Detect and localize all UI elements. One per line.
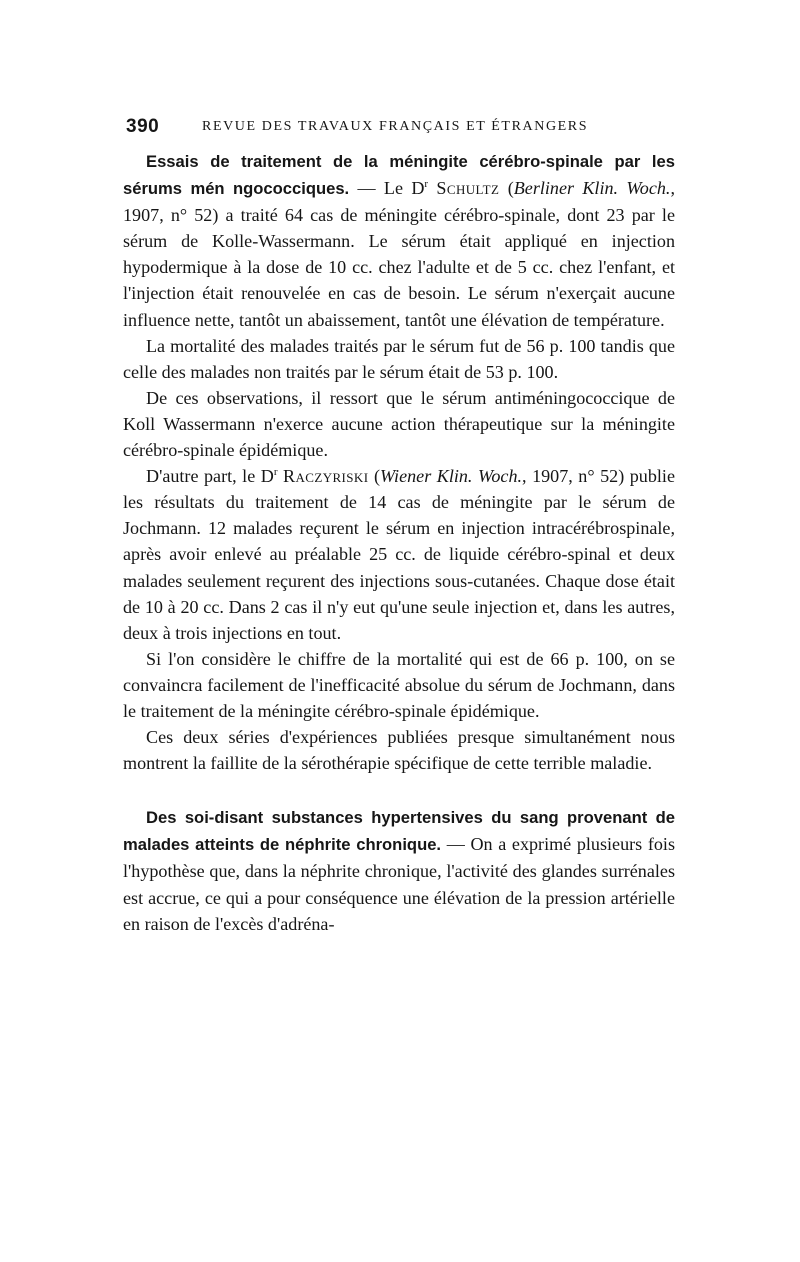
author-schultz: Schultz — [436, 178, 500, 199]
ref-open: ( — [499, 178, 514, 199]
journal-wiener: Wiener Klin. Woch. — [379, 466, 523, 487]
section-1-paragraph-4 — [123, 463, 675, 646]
page-header — [126, 116, 686, 140]
section-1-paragraph-6: Ces deux séries d'expériences publiées presque simultanément nous montrent la faillite de la sérothérapie spécifique de cette terrible maladie. — [123, 727, 675, 774]
section-1-paragraph-1 — [123, 148, 675, 333]
article-body — [123, 148, 675, 937]
section-2-title: Des soi-disant substances hypertensives du sang provenant de malades atteints de néphrite chronique. — [123, 808, 675, 855]
section-1-paragraph-2: La mortalité des malades traités par le sérum fut de 56 p. 100 tandis que celle des malades non traités par le sérum était de 53 p. 100. — [123, 335, 675, 382]
page-number: 390 — [126, 116, 160, 137]
ref-open-2: ( — [368, 466, 380, 487]
section-1-paragraph-3: De ces observations, il ressort que le sérum antiméningococcique de Koll Wassermann n'exerce aucune action thérapeutique sur la méningite cérébro-spinale épidémique. — [123, 387, 675, 461]
paragraph-4-start: D'autre part, le D — [146, 466, 274, 487]
running-head: REVUE DES TRAVAUX FRANÇAIS ET ÉTRANGERS — [202, 119, 589, 134]
section-1-text: , 1907, n° 52) a traité 64 cas de méningite cérébro-spinale, dont 23 par le sérum de Kolle-Wassermann. Le sérum était appliqué en injection hypodermique à la dose de 10 cc. chez l'adulte et de 5 cc. chez l'enfant, et l'injection était renouvelée en cas de besoin. Le sérum n'exerçait aucune influence nette, tantôt un abaissement, tantôt une élévation de température. — [123, 178, 675, 330]
journal-berliner: Berliner Klin. Woch. — [513, 178, 671, 199]
section-2-text: — On a exprimé plusieurs fois l'hypothèse que, dans la néphrite chronique, l'activité des glandes surrénales est accrue, ce qui a pour conséquence une élévation de la pression artérielle en raison de l'excès d'adréna- — [123, 834, 675, 934]
author-raczyriski: Raczyriski — [283, 466, 369, 487]
section-1-dash: — Le D — [349, 178, 425, 199]
section-1-title: Essais de traitement de la méningite cérébro-spinale par les sérums mén ngococciques. — [123, 152, 675, 199]
section-1-paragraph-5: Si l'on considère le chiffre de la mortalité qui est de 66 p. 100, on se convaincra facilement de l'inefficacité absolue du sérum de Jochmann, dans le traitement de la méningite cérébro-spinale épidémique. — [123, 648, 675, 721]
doctor-superscript-2: r — [273, 466, 278, 479]
doctor-superscript: r — [424, 178, 429, 191]
section-2-paragraph-1 — [123, 804, 675, 936]
paragraph-4-text: , 1907, n° 52) publie les résultats du traitement de 14 cas de méningite par le sérum de Jochmann. 12 malades reçurent le sérum en injection intracérébrospinale, après avoir enlevé au préalable 25 cc. de liquide cérébro-spinal et deux malades seulement reçurent des injections sous-cutanées. Chaque dose était de 10 à 20 cc. Dans 2 cas il n'y eut qu'une seule injection et, dans les autres, deux à trois injections en tout. — [123, 466, 675, 643]
